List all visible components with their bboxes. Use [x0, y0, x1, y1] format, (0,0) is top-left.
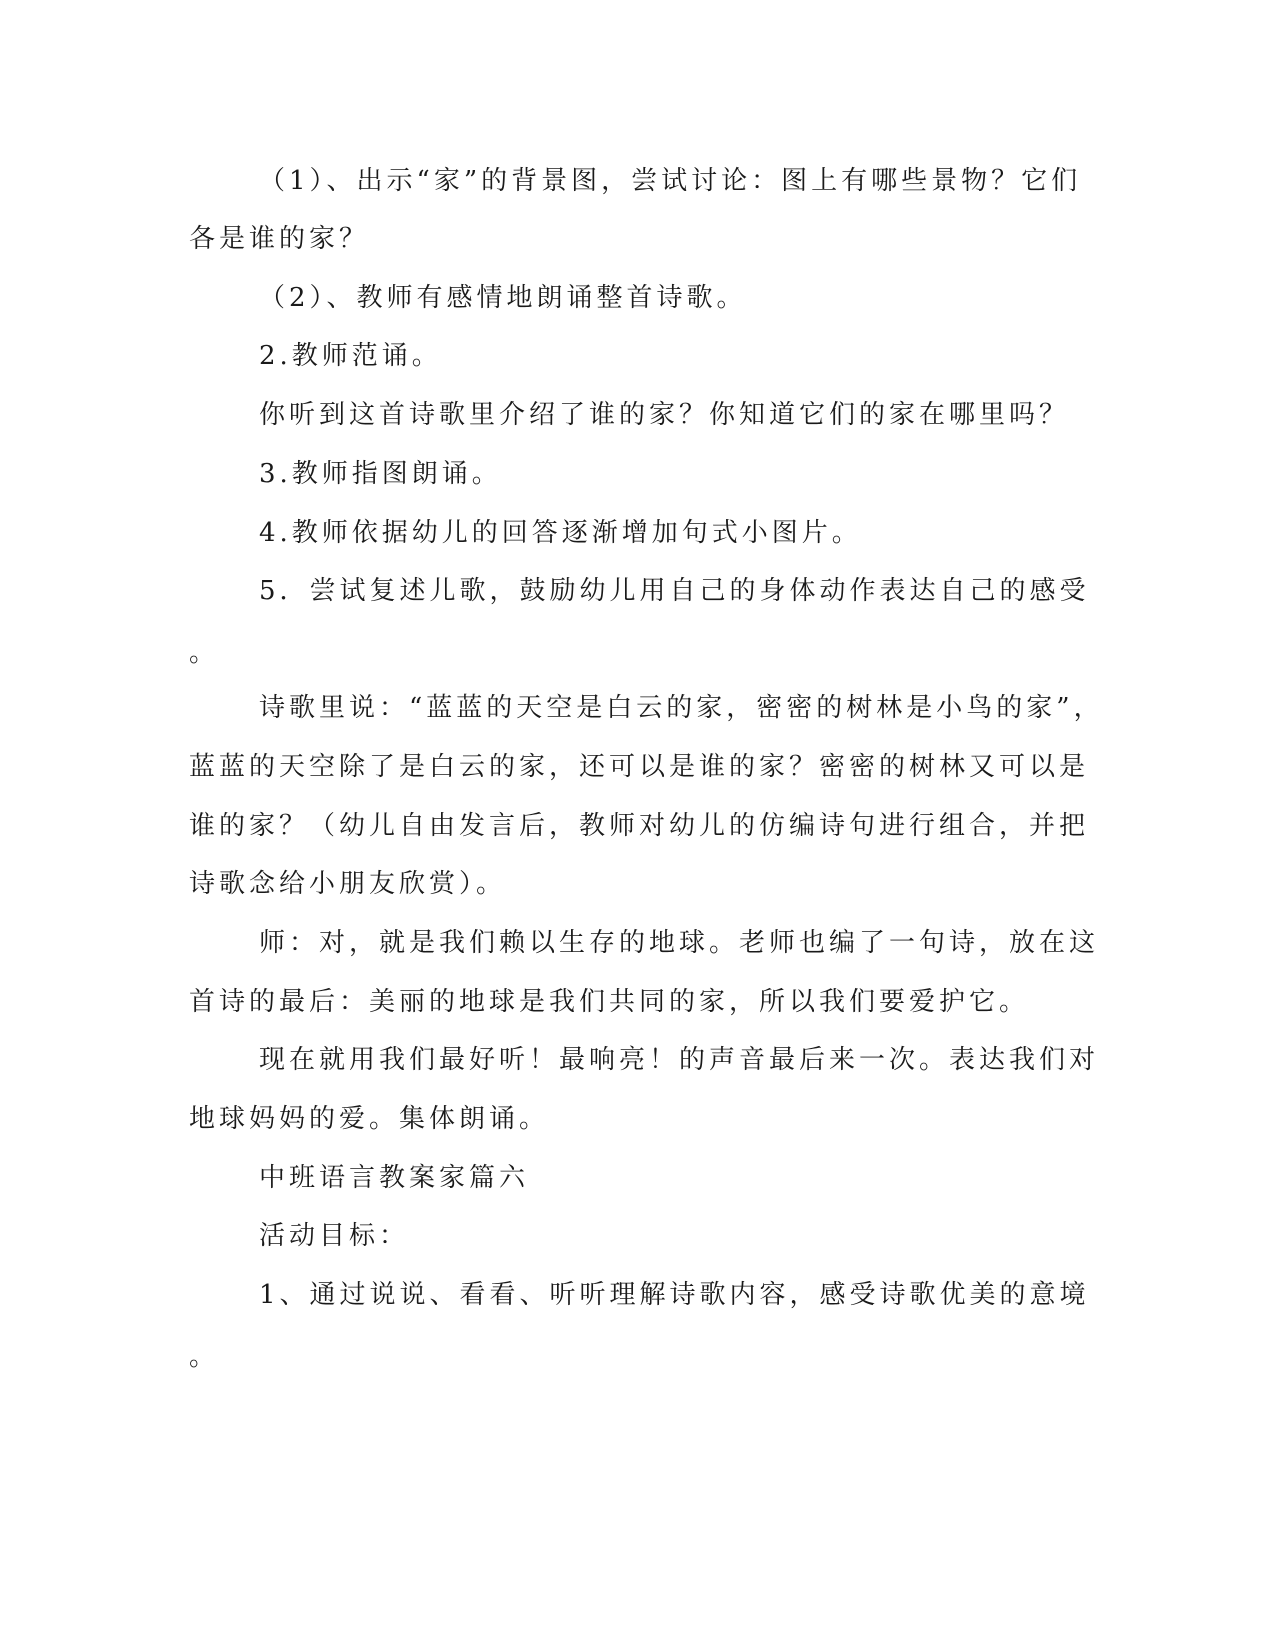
paragraph-line: 5．尝试复述儿歌，鼓励幼儿用自己的身体动作表达自己的感受 [259, 576, 1090, 606]
paragraph-line: 3.教师指图朗诵。 [259, 459, 502, 489]
paragraph-line: 现在就用我们最好听！最响亮！的声音最后来一次。表达我们对 [259, 1045, 1100, 1075]
subheading: 活动目标： [259, 1221, 410, 1251]
paragraph-line: 你听到这首诗歌里介绍了谁的家？你知道它们的家在哪里吗？ [259, 400, 1070, 430]
paragraph-line: 师：对，就是我们赖以生存的地球。老师也编了一句诗，放在这 [259, 928, 1100, 958]
paragraph-line: 4.教师依据幼儿的回答逐渐增加句式小图片。 [259, 518, 862, 548]
paragraph-line: 地球妈妈的爱。集体朗诵。 [189, 1104, 550, 1134]
paragraph-line: 1、通过说说、看看、听听理解诗歌内容，感受诗歌优美的意境 [259, 1280, 1090, 1310]
paragraph-line: 诗歌念给小朋友欣赏）。 [189, 869, 507, 899]
paragraph-line: （2）、教师有感情地朗诵整首诗歌。 [259, 283, 747, 313]
paragraph-line: 。 [189, 1342, 220, 1372]
paragraph-line: （1）、出示“家”的背景图，尝试讨论：图上有哪些景物？它们 [259, 166, 1082, 196]
section-heading: 中班语言教案家篇六 [259, 1163, 530, 1193]
paragraph-line: 谁的家？（幼儿自由发言后，教师对幼儿的仿编诗句进行组合，并把 [189, 811, 1090, 841]
paragraph-line: 首诗的最后：美丽的地球是我们共同的家，所以我们要爱护它。 [189, 987, 1030, 1017]
paragraph-line: 2.教师范诵。 [259, 341, 442, 371]
paragraph-line: 。 [189, 638, 220, 668]
paragraph-line: 蓝蓝的天空除了是白云的家，还可以是谁的家？密密的树林又可以是 [189, 752, 1090, 782]
paragraph-line: 诗歌里说：“蓝蓝的天空是白云的家，密密的树林是小鸟的家”， [259, 693, 1104, 723]
paragraph-line: 各是谁的家？ [189, 224, 370, 254]
